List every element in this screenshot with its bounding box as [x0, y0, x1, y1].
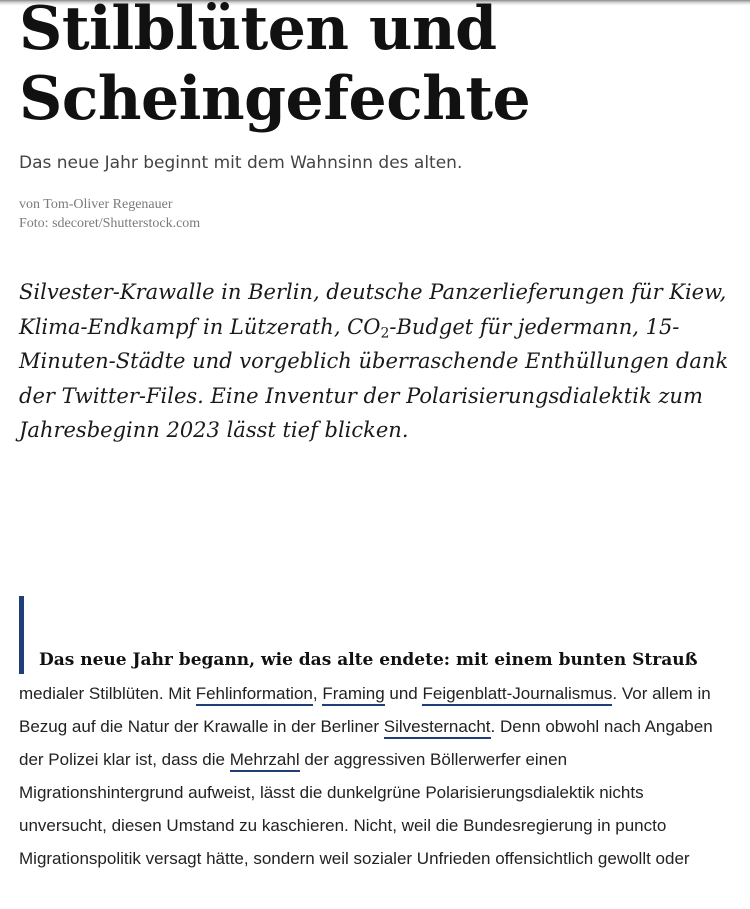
lead-text-part-1: Silvester-Krawalle in Berlin, deutsche Panzerlieferungen für Kiew, Klima-Endkampf in Lützerath, CO	[19, 280, 727, 339]
link-mehrzahl[interactable]: Mehrzahl	[230, 750, 300, 772]
photo-credit: Foto: sdecoret/Shutterstock.com	[19, 216, 201, 231]
author-credit: von Tom-Oliver Regenauer	[19, 197, 173, 212]
link-feigenblatt-journalismus[interactable]: Feigenblatt-Journalismus	[422, 684, 612, 706]
link-fehlinformation[interactable]: Fehlinformation	[196, 684, 313, 706]
body-text-segment: medialer Stilblüten. Mit	[19, 684, 196, 703]
title-line-1: Stilblüten und	[19, 0, 497, 64]
body-text-segment: und	[384, 684, 423, 703]
article-subtitle: Das neue Jahr beginnt mit dem Wahnsinn des alten.	[19, 153, 463, 173]
link-framing[interactable]: Framing	[322, 684, 384, 706]
article-body	[19, 643, 719, 875]
byline	[19, 195, 200, 233]
link-silvesternacht[interactable]: Silvesternacht	[384, 717, 491, 739]
article-title	[19, 0, 739, 134]
body-text-segment: . Denn obwohl nach Angaben der Polizei klar ist, dass die	[19, 717, 713, 769]
title-line-2: Scheingefechte	[19, 64, 531, 134]
body-text-segment: . Vor allem in Bezug auf die Natur der Krawalle in der Berliner	[19, 684, 711, 736]
body-text-segment: ,	[312, 684, 323, 703]
lead-text-part-2: -Budget für jedermann, 15-Minuten-Städte und vorgeblich überraschende Enthüllungen dank der Twitter-Files. Eine Inventur der Polarisierungsdialektik zum Jahresbeginn 2023 lässt tief blicken.	[19, 314, 729, 442]
intro-sentence: Das neue Jahr begann, wie das alte endete: mit einem bunten Strauß	[39, 650, 698, 670]
body-text-segment: der aggressiven Böllerwerfer einen Migrationshintergrund aufweist, lässt die dunkelgrüne Polarisierungsdialektik nichts unversucht, diesen Umstand zu kaschieren. Nicht, weil die Bundesregierung in puncto Migrationspolitik versagt hätte, sondern weil sozialer Unfrieden offensichtlich gewollt oder	[19, 750, 690, 868]
lead-subscript: 2	[380, 325, 390, 341]
article-lead	[19, 275, 729, 448]
